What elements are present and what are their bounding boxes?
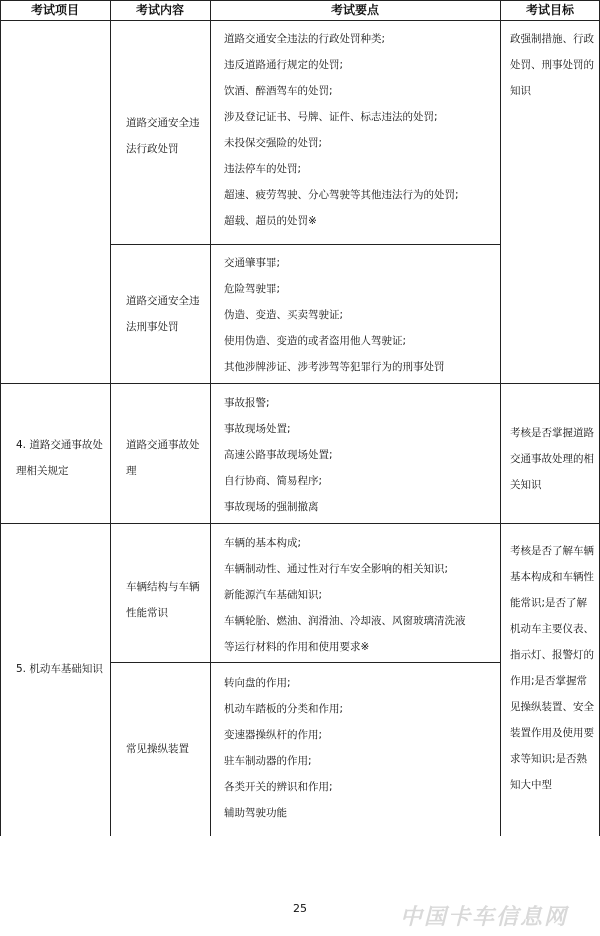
list-item: 机动车踏板的分类和作用; xyxy=(224,703,344,715)
points-criminal-penalty xyxy=(224,250,500,380)
points-accident-handling xyxy=(224,390,500,520)
list-item: 高速公路事故现场处置; xyxy=(224,449,333,461)
list-item: 违反道路通行规定的处罚; xyxy=(224,59,344,71)
list-item: 超速、疲劳驾驶、分心驾驶等其他违法行为的处罚; xyxy=(224,189,459,201)
points-controls xyxy=(224,670,500,826)
content-accident-handling: 道路交通事故处理 xyxy=(126,439,200,477)
list-item: 辅助驾驶功能 xyxy=(224,807,287,819)
header-exam-item: 考试项目 xyxy=(30,3,79,17)
list-item: 其他涉牌涉证、涉考涉驾等犯罪行为的刑事处罚 xyxy=(224,361,445,373)
list-item: 等运行材料的作用和使用要求※ xyxy=(224,641,370,653)
list-item: 车辆轮胎、燃油、润滑油、冷却液、风窗玻璃清洗液 xyxy=(224,615,466,627)
col-line xyxy=(110,0,111,836)
col-line xyxy=(500,0,501,836)
row-divider xyxy=(0,523,600,524)
list-item: 危险驾驶罪; xyxy=(224,283,281,295)
list-item: 事故现场的强制撤离 xyxy=(224,501,319,513)
goal-section-1: 政强制措施、行政处罚、刑事处罚的知识 xyxy=(510,33,594,97)
row-divider xyxy=(0,383,600,384)
list-item: 使用伪造、变造的或者盗用他人驾驶证; xyxy=(224,335,407,347)
list-item: 车辆的基本构成; xyxy=(224,537,302,549)
item-accident-handling: 4. 道路交通事故处理相关规定 xyxy=(16,439,103,477)
col-line xyxy=(0,0,1,836)
list-item: 违法停车的处罚; xyxy=(224,163,302,175)
header-exam-goal: 考试目标 xyxy=(525,3,574,17)
list-item: 超载、超员的处罚※ xyxy=(224,215,317,227)
header-bottom-border xyxy=(0,20,600,21)
list-item: 交通肇事罪; xyxy=(224,257,281,269)
content-controls: 常见操纵装置 xyxy=(126,743,189,755)
content-criminal-penalty: 道路交通安全违法刑事处罚 xyxy=(126,295,200,333)
page-number: 25 xyxy=(293,902,307,915)
list-item: 事故现场处置; xyxy=(224,423,291,435)
content-vehicle-structure: 车辆结构与车辆性能常识 xyxy=(126,581,200,619)
list-item: 事故报警; xyxy=(224,397,270,409)
list-item: 道路交通安全违法的行政处罚种类; xyxy=(224,33,386,45)
list-item: 变速器操纵杆的作用; xyxy=(224,729,323,741)
list-item: 驻车制动器的作用; xyxy=(224,755,312,767)
content-admin-penalty: 道路交通安全违法行政处罚 xyxy=(126,117,200,155)
table-top-border xyxy=(0,0,600,1)
points-admin-penalty xyxy=(224,26,500,234)
goal-vehicle-basics: 考核是否了解车辆基本构成和车辆性能常识;是否了解机动车主要仪表、指示灯、报警灯的作用;是否掌握常见操纵装置、安全装置作用及使用要求等知识;是否熟知大中型 xyxy=(510,545,594,791)
list-item: 转向盘的作用; xyxy=(224,677,291,689)
row-divider xyxy=(110,244,501,245)
list-item: 自行协商、简易程序; xyxy=(224,475,323,487)
list-item: 车辆制动性、通过性对行车安全影响的相关知识; xyxy=(224,563,449,575)
row-divider xyxy=(110,662,501,663)
watermark-logo: 中国卡车信息网 xyxy=(400,905,569,930)
points-vehicle-structure xyxy=(224,530,500,660)
header-exam-points: 考试要点 xyxy=(330,3,379,17)
list-item: 饮酒、醉酒驾车的处罚; xyxy=(224,85,333,97)
goal-accident-handling: 考核是否掌握道路交通事故处理的相关知识 xyxy=(510,427,594,491)
list-item: 伪造、变造、买卖驾驶证; xyxy=(224,309,344,321)
list-item: 各类开关的辨识和作用; xyxy=(224,781,333,793)
item-vehicle-basics: 5. 机动车基础知识 xyxy=(16,663,103,675)
col-line xyxy=(210,0,211,836)
header-exam-content: 考试内容 xyxy=(135,3,184,17)
list-item: 未投保交强险的处罚; xyxy=(224,137,323,149)
list-item: 涉及登记证书、号牌、证件、标志违法的处罚; xyxy=(224,111,438,123)
list-item: 新能源汽车基础知识; xyxy=(224,589,323,601)
